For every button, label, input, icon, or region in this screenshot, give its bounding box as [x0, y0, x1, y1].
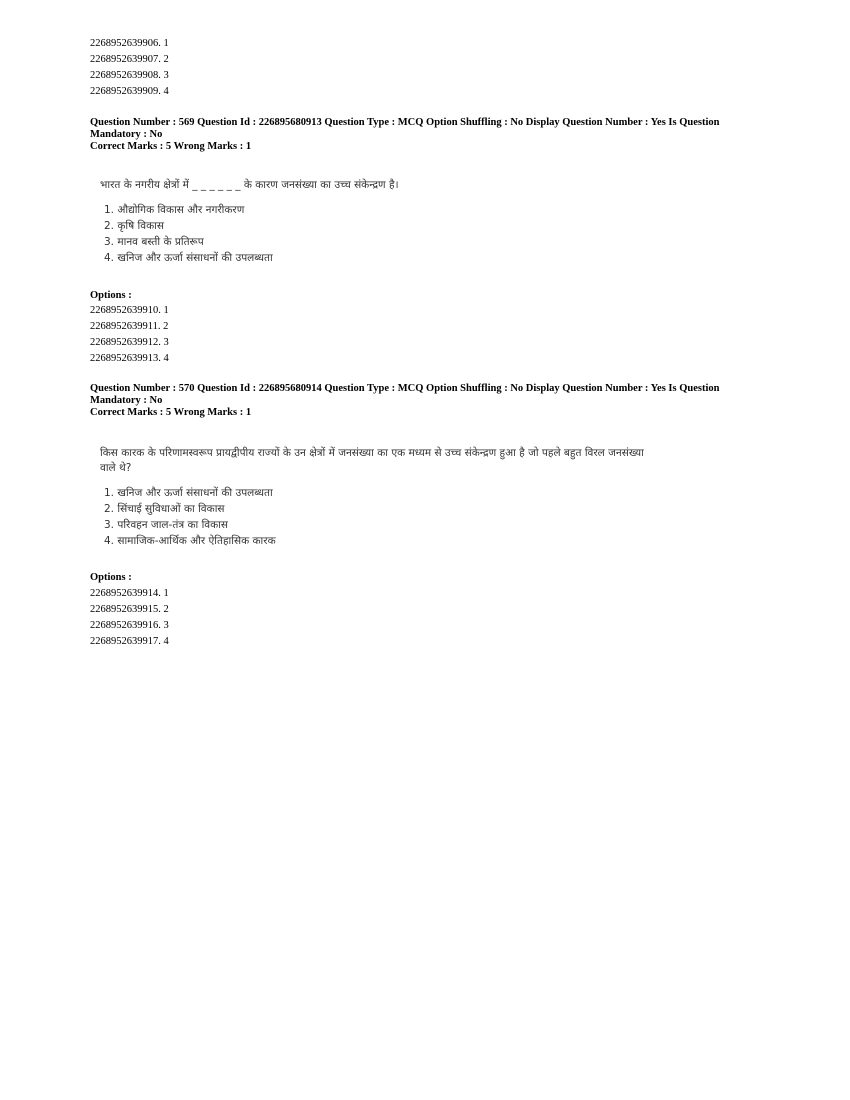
- choice-item: 3. मानव बस्ती के प्रतिरूप: [104, 236, 204, 248]
- option-id-line: 2268952639907. 2: [90, 54, 169, 65]
- choice-item: 2. कृषि विकास: [104, 220, 164, 232]
- option-id-line: 2268952639906. 1: [90, 38, 169, 49]
- question-stem: किस कारक के परिणामस्वरूप प्रायद्वीपीय राज्यों के उन क्षेत्रों में जनसंख्या का एक मध्यम से उच्च संकेन्द्रण हुआ है जो पहले बहुत विरल जनसंख्या वाले थे?: [100, 447, 644, 474]
- option-id-line: 2268952639910. 1: [90, 305, 169, 316]
- options-label: Options :: [90, 290, 132, 301]
- option-id-line: 2268952639912. 3: [90, 337, 169, 348]
- option-id-line: 2268952639916. 3: [90, 620, 169, 631]
- choice-item: 3. परिवहन जाल-तंत्र का विकास: [104, 519, 229, 531]
- choice-list: [100, 202, 660, 266]
- question-meta: Question Number : 570 Question Id : 226895680914 Question Type : MCQ Option Shuffling : No Display Question Number : Yes Is Question Mandatory : No: [90, 383, 720, 406]
- question-body: [100, 446, 660, 549]
- choice-item: 1. खनिज और ऊर्जा संसाधनों की उपलब्धता: [104, 487, 273, 499]
- question-meta: Question Number : 569 Question Id : 226895680913 Question Type : MCQ Option Shuffling : No Display Question Number : Yes Is Question Mandatory : No: [90, 117, 720, 140]
- choice-item: 1. औद्योगिक विकास और नगरीकरण: [104, 204, 245, 216]
- option-id-line: 2268952639917. 4: [90, 636, 169, 647]
- question-header: [90, 383, 750, 419]
- options-list: [90, 586, 169, 650]
- question-stem: भारत के नगरीय क्षेत्रों में _ _ _ _ _ _ के कारण जनसंख्या का उच्च संकेन्द्रण है।: [100, 179, 399, 191]
- option-id-line: 2268952639911. 2: [90, 321, 169, 332]
- question-marks: Correct Marks : 5 Wrong Marks : 1: [90, 407, 252, 418]
- option-id-line: 2268952639913. 4: [90, 353, 169, 364]
- option-id-line: 2268952639915. 2: [90, 604, 169, 615]
- option-id-line: 2268952639909. 4: [90, 86, 169, 97]
- choice-item: 4. खनिज और ऊर्जा संसाधनों की उपलब्धता: [104, 252, 273, 264]
- option-id-line: 2268952639908. 3: [90, 70, 169, 81]
- question-header: [90, 117, 750, 153]
- choice-item: 2. सिंचाई सुविधाओं का विकास: [104, 503, 225, 515]
- question-marks: Correct Marks : 5 Wrong Marks : 1: [90, 141, 252, 152]
- choice-item: 4. सामाजिक-आर्थिक और ऐतिहासिक कारक: [104, 535, 276, 547]
- question-body: [100, 178, 660, 266]
- options-label: Options :: [90, 572, 132, 583]
- option-id-line: 2268952639914. 1: [90, 588, 169, 599]
- options-list: [90, 303, 169, 367]
- choice-list: [100, 485, 660, 549]
- previous-options-list: [90, 36, 169, 100]
